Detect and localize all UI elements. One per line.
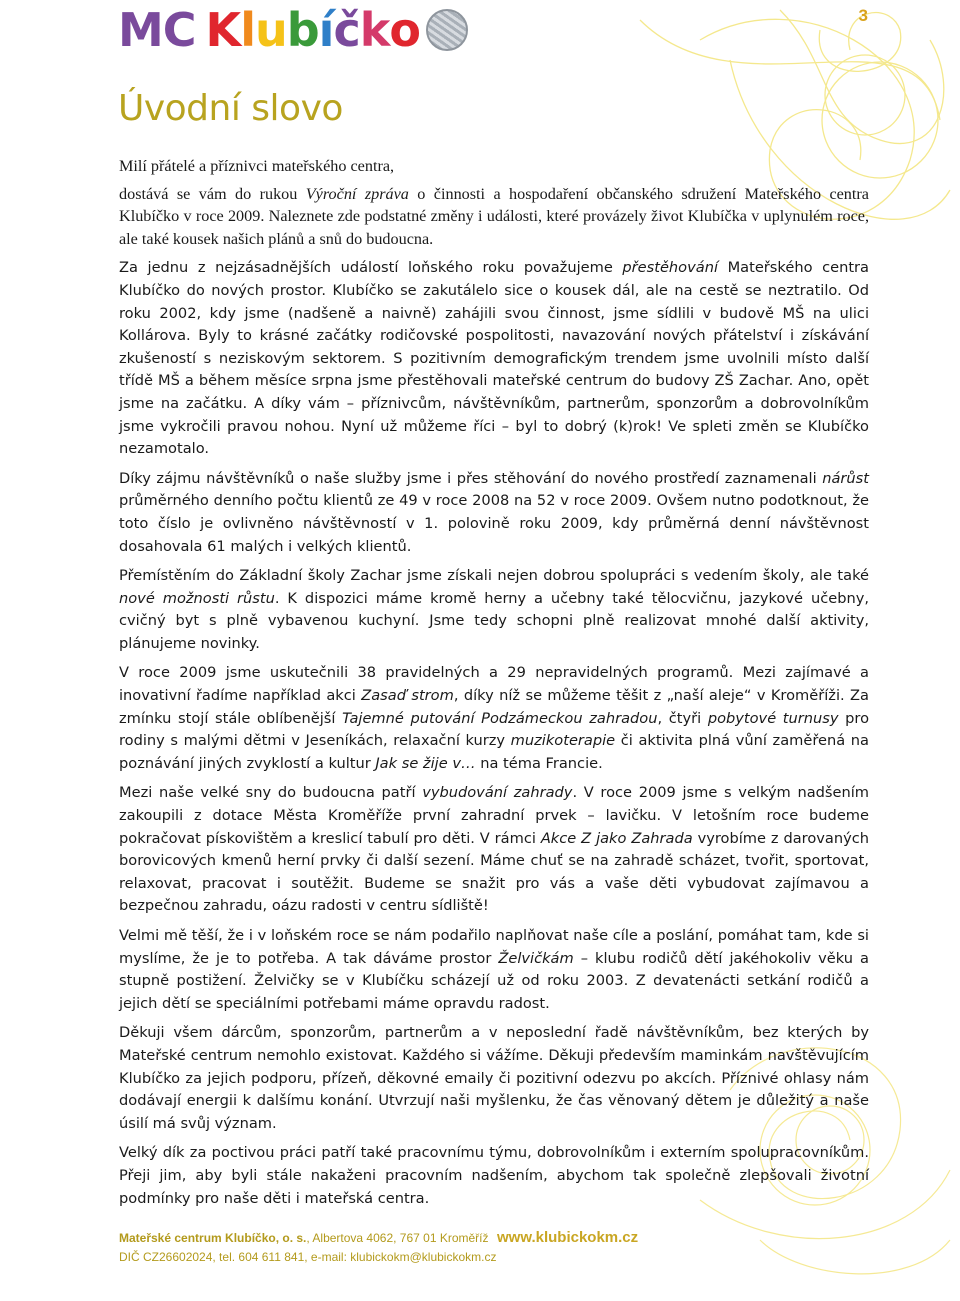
text-run: Díky zájmu návštěvníků o naše služby jsme i přes stěhování do nového prostředí zaznamenali [119, 469, 823, 487]
italic-phrase: přestěhování [622, 259, 718, 277]
footer-org-name: Mateřské centrum Klubíčko, o. s. [119, 1231, 307, 1245]
footer [119, 1229, 879, 1267]
yarn-ball-icon [426, 9, 468, 51]
italic-phrase: nárůst [822, 469, 869, 487]
logo-letter: b [286, 3, 319, 57]
paragraph [119, 925, 869, 1015]
italic-phrase: Akce Z jako Zahrada [540, 829, 693, 847]
text-run: , čtyři [657, 709, 708, 727]
text-run: Mateřského centra Klubíčko do nových prostor. Klubíčko se zakutálelo sice o kousek dál, ale na cestě se neztratilo. Od roku 2002, kdy jsme (nadšeně a naivně) zahájili svou činnost, jsme sídlili v budově MŠ na ulici Kollárova. Byly to krásné začátky rodičovské pospolitosti, navazování nových přátelství i získávání zkušeností s neziskovým sektorem. S pozitivním demografickým trendem jsme uvolnili místo další třídě MŠ a během měsíce srpna jsme přestěhovali mateřské centrum do budovy ZŠ Zachar. Ano, opět jsme na začátku. A díky vám – příznivcům, návštěvníkům, partnerům, sponzorům a dobrovolníkům jsme vykročili pravou nohou. Nyní už můžeme říci – byl to dobrý (k)rok! Ve spleti změn se Klubíčko nezamotalo. [119, 259, 869, 458]
text-run: Mezi naše velké sny do budoucna patří [119, 784, 423, 802]
paragraph [119, 183, 869, 251]
text-run: o činnosti a hospodaření občanského sdružení Mateřského centra Klubíčko v roce 2009. Naleznete zde podstatné změny i události, které provázely život Klubíčka v uplynulém roce, ale také kousek našich plánů a snů do budoucna. [119, 184, 869, 248]
mc-klubicko-logo [118, 2, 468, 58]
text-run: pro rodiny s malými dětmi v Jeseníkách, relaxační kurzy [119, 709, 870, 750]
italic-phrase: muzikoterapie [510, 732, 616, 750]
logo-letter: č [333, 3, 360, 57]
text-run: průměrného denního počtu klientů ze 49 v roce 2008 na 52 v roce 2009. Ovšem nutno podotknout, že toto číslo je ovlivněno návštěvností v 1. polovině roku 2009, kdy průměrná denní návštěvnost dosahovala 61 malých i velkých klientů. [119, 492, 869, 555]
paragraph [119, 565, 869, 655]
text-run: V roce 2009 jsme uskutečnili 38 pravidelných a 29 nepravidelných programů. Mezi zajímavé a inovativní řadíme například akci [119, 664, 869, 705]
logo-letter: í [318, 3, 334, 57]
italic-phrase: Jak se žije v… [375, 754, 476, 772]
logo-letter: l [240, 3, 255, 57]
page-number: 3 [858, 6, 868, 25]
paragraph [119, 257, 869, 460]
logo-letter: u [254, 3, 287, 57]
italic-phrase: Výroční zpráva [305, 184, 409, 203]
paragraph [119, 782, 869, 918]
paragraph [119, 1142, 869, 1210]
italic-phrase: nové možnosti růstu [119, 589, 275, 607]
paragraph [119, 1022, 869, 1135]
text-run: Děkuji všem dárcům, sponzorům, partnerům a v neposlední řadě návštěvníkům, bez kterých by Mateřské centrum nemohlo existovat. Každého si vážíme. Děkuji především maminkám navštěvujícím Klubíčko za jejich podporu, přízeň, děkovné emaily či pozitivní odezvu po akcích. Příznivé ohlasy nám dodávají energii k dalšímu konání. Utvrzují naši myšlenku, že čas věnovaný dětem je důležitý a naše úsilí má svůj význam. [119, 1024, 869, 1132]
paragraph [119, 662, 869, 775]
text-run: Za jednu z nejzásadnějších událostí loňského roku považujeme [119, 259, 623, 277]
logo-letter: K [205, 3, 241, 57]
italic-phrase: Tajemné putování Podzámeckou zahradou [342, 709, 658, 727]
text-run: , díky níž se můžeme těšit z „naší aleje“ v Kroměříži. Za zmínku stojí stále oblíbenější [119, 687, 869, 727]
text-run: Přemístěním do Základní školy Zachar jsme získali nejen dobrou spolupráci s vedením školy, ale také [119, 567, 869, 585]
logo-letter: k [359, 3, 390, 57]
text-run: dostává se vám do rukou [119, 184, 306, 203]
footer-website-link[interactable]: www.klubickokm.cz [497, 1229, 639, 1246]
text-run: – klubu rodičů dětí jakéhokoliv věku a stupně postižení. Želvičky se v Klubíčku scházejí už od roku 2003. Z devatenácti setkání rodičů a jejich dětí se speciálními potřebami máme opravdu radost. [119, 949, 869, 1012]
italic-phrase: pobytové turnusy [707, 709, 839, 727]
page-title: Úvodní slovo [118, 88, 343, 129]
greeting: Milí přátelé a příznivci mateřského centra, [119, 157, 395, 175]
text-run: vyrobíme z darovaných borovicových kmenů herní prvky či další sezení. Máme chuť se na zahradě scházet, tvořit, sportovat, relaxovat, pracovat i soutěžit. Budeme se snažit pro vás a vaše děti vybudovat zajímavou a bezpečnou zahradu, oázu radosti v centru sídliště! [119, 829, 869, 915]
text-run: Velký dík za poctivou práci patří také pracovnímu týmu, dobrovolníkům i externím spolupracovníkům. Přeji jim, aby byli stále nakaženi pracovním nadšením, abychom tak společně zlepšovali životní podmínky pro naše děti i mateřská centra. [119, 1144, 869, 1207]
text-run: . V roce 2009 jsme s velkým nadšením zakoupili z dotace Města Kroměříže první zahradní prvek – lavičku. V letošním roce budeme pokračovat pískovištěm a kreslicí tabulí pro děti. V rámci [119, 784, 869, 847]
italic-phrase: vybudování zahrady [422, 784, 573, 802]
text-run: či aktivita plná vůní zaměřená na poznávání jiných zvyklostí a kultur [119, 732, 869, 772]
text-run: na téma Francie. [475, 754, 603, 772]
text-run: . K dispozici máme kromě herny a učebny také tělocvičnu, jazykové učebny, cvičný byt s plně vybavenou kuchyní. Jsme tedy schopni plně realizovat mnohé další aktivity, plánujeme novinky. [119, 589, 869, 652]
italic-phrase: Zasaď strom [361, 687, 454, 705]
footer-contact: DIČ CZ26602024, tel. 604 611 841, e-mail: klubickokm@klubickokm.cz [119, 1250, 497, 1264]
intro-letter [119, 155, 869, 1217]
logo-letter: o [389, 3, 420, 57]
logo-mc: MC [118, 3, 196, 57]
paragraph [119, 468, 869, 558]
italic-phrase: Želvičkám [498, 949, 574, 967]
text-run: Velmi mě těší, že i v loňském roce se nám podařilo naplňovat naše cíle a poslání, pomáhat tam, kde si myslíme, že je to potřeba. A tak dáváme prostor [119, 927, 869, 967]
footer-address: , Albertova 4062, 767 01 Kroměříž [306, 1231, 489, 1245]
